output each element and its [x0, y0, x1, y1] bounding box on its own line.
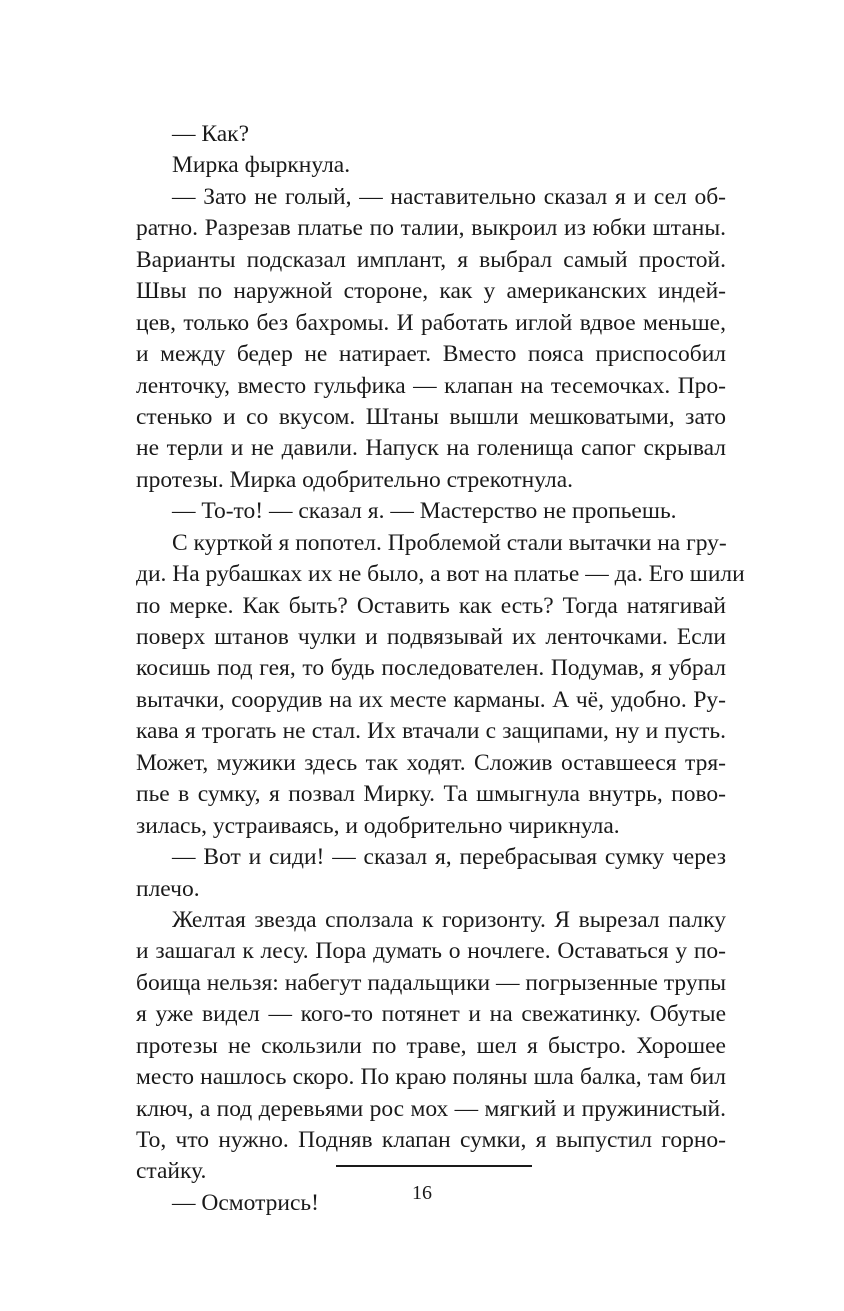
text-line: Желтая звезда сползала к горизонту. Я вырезал палку: [172, 906, 726, 933]
page-number: 16: [412, 1182, 432, 1204]
text-line: ди. На рубашках их не было, а вот на платье — да. Его шили: [136, 561, 745, 588]
text-line: стайку.: [136, 1158, 207, 1185]
text-line: Мирка фыркнула.: [172, 152, 351, 179]
text-line: — То-то! — сказал я. — Мастерство не пропьешь.: [172, 498, 677, 525]
text-line: стенько и со вкусом. Штаны вышли мешковатыми, зато: [136, 403, 726, 430]
text-line: я уже видел — кого-то потянет и на свежатинку. Обутые: [136, 1001, 726, 1028]
text-line: ключ, а под деревьями рос мох — мягкий и пружинистый.: [136, 1095, 726, 1122]
text-line: Варианты подсказал имплант, я выбрал самый простой.: [136, 246, 726, 273]
text-line: С курткой я попотел. Проблемой стали вытачки на гру-: [172, 529, 727, 556]
text-line: протезы. Мирка одобрительно стрекотнула.: [136, 466, 573, 493]
text-line: кава я трогать не стал. Их втачали с защипами, ну и пусть.: [136, 718, 726, 745]
text-line: вытачки, соорудив на их месте карманы. А чё, удобно. Ру-: [136, 686, 726, 713]
text-line: — Вот и сиди! — сказал я, перебрасывая сумку через: [172, 844, 726, 871]
text-line: косишь под гея, то будь последователен. Подумав, я убрал: [136, 655, 726, 682]
text-line: плечо.: [136, 875, 200, 902]
text-line: — Как?: [172, 121, 250, 147]
text-line: протезы не скользили по траве, шел я быстро. Хорошее: [136, 1032, 726, 1059]
text-line: ленточку, вместо гульфика — клапан на тесемочках. Про-: [136, 372, 726, 399]
text-line: место нашлось скоро. По краю поляны шла балка, там бил: [136, 1064, 726, 1091]
text-line: пье в сумку, я позвал Мирку. Та шмыгнула внутрь, пово-: [136, 781, 726, 808]
text-line: и зашагал к лесу. Пора думать о ночлеге. Оставаться у по-: [136, 938, 726, 965]
text-line: и между бедер не натирает. Вместо пояса приспособил: [136, 341, 726, 368]
text-line: — Осмотрись!: [172, 1189, 319, 1216]
text-line: То, что нужно. Подняв клапан сумки, я выпустил горно-: [136, 1127, 726, 1153]
text-line: по мерке. Как быть? Оставить как есть? Тогда натягивай: [136, 592, 726, 619]
text-line: не терли и не давили. Напуск на голенища сапог скрывал: [136, 435, 726, 462]
text-line: боища нельзя: набегут падальщики — погрызенные трупы: [136, 969, 726, 996]
text-line: Швы по наружной стороне, как у американских индей-: [136, 278, 726, 305]
text-line: ратно. Разрезав платье по талии, выкроил из юбки штаны.: [136, 215, 726, 242]
text-line: — Зато не голый, — наставительно сказал я и сел об-: [172, 183, 726, 210]
footer-rule: [336, 1165, 532, 1167]
text-line: зилась, устраиваясь, и одобрительно чирикнула.: [136, 812, 620, 839]
text-line: Может, мужики здесь так ходят. Сложив оставшееся тря-: [136, 749, 726, 776]
text-line: поверх штанов чулки и подвязывай их ленточками. Если: [136, 624, 726, 650]
body-text: [136, 119, 745, 1219]
text-line: цев, только без бахромы. И работать иглой вдвое меньше,: [136, 309, 726, 336]
